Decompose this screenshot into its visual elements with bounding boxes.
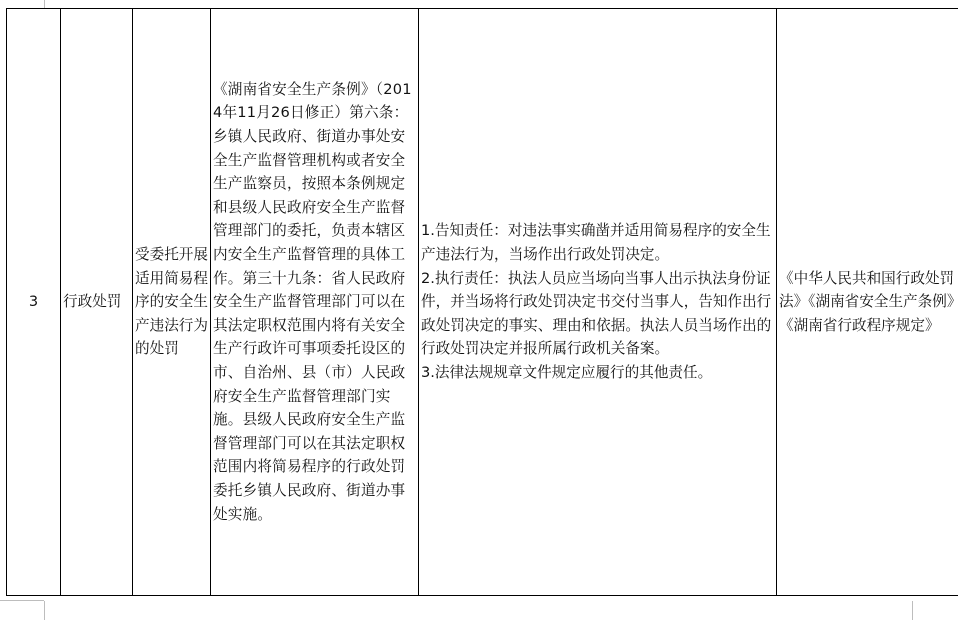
- laws-cell: [777, 9, 958, 596]
- row-number-cell: [7, 9, 61, 596]
- table-row: [7, 9, 958, 596]
- margin-mark-bottom-right-v: [912, 601, 913, 620]
- category-text: 行政处罚: [63, 293, 122, 311]
- legal-basis-text: 《湖南省安全生产条例》（2014年11月26日修正）第六条：乡镇人民政府、街道办事处安全生产监督管理机构或者安全生产监察员，按照本条例规定和县级人民政府安全生产监督管理部门的委托，负责本辖区内安全生产监督管理的具体工作。第三十九条：省人民政府安全生产监督管理部门可以在其法定职权范围内将有关安全生产行政许可事项委托设区的市、自治州、县（市）人民政府安全生产监督管理部门实施。县级人民政府安全生产监督管理部门可以在其法定职权范围内将简易程序的行政处罚委托乡镇人民政府、街道办事处实施。: [213, 80, 412, 523]
- laws-text: 《中华人民共和国行政处罚法》《湖南省安全生产条例》《湖南省行政程序规定》: [779, 269, 955, 334]
- category-cell: [61, 9, 133, 596]
- row-number: 3: [28, 293, 39, 311]
- legal-basis-cell: [211, 9, 419, 596]
- margin-mark-bottom-left-v: [44, 601, 45, 620]
- responsibility-item: 2.执行责任：执法人员应当场向当事人出示执法身份证件，并当场将行政处罚决定书交付当事人，告知作出行政处罚决定的事实、理由和依据。执法人员当场作出的行政处罚决定并报所属行政机关备案。: [421, 269, 772, 358]
- responsibility-table: [6, 8, 958, 596]
- item-name-text: 受委托开展适用简易程序的安全生产违法行为的处罚: [135, 246, 208, 358]
- margin-mark-bottom-left-h: [0, 600, 44, 601]
- responsibilities-cell: [419, 9, 777, 596]
- margin-mark-top-left: [44, 0, 45, 8]
- responsibility-item: 1.告知责任：对违法事实确凿并适用简易程序的安全生产违法行为，当场作出行政处罚决定。: [421, 222, 771, 264]
- responsibility-item: 3.法律法规规章文件规定应履行的其他责任。: [421, 363, 713, 381]
- item-name-cell: [133, 9, 211, 596]
